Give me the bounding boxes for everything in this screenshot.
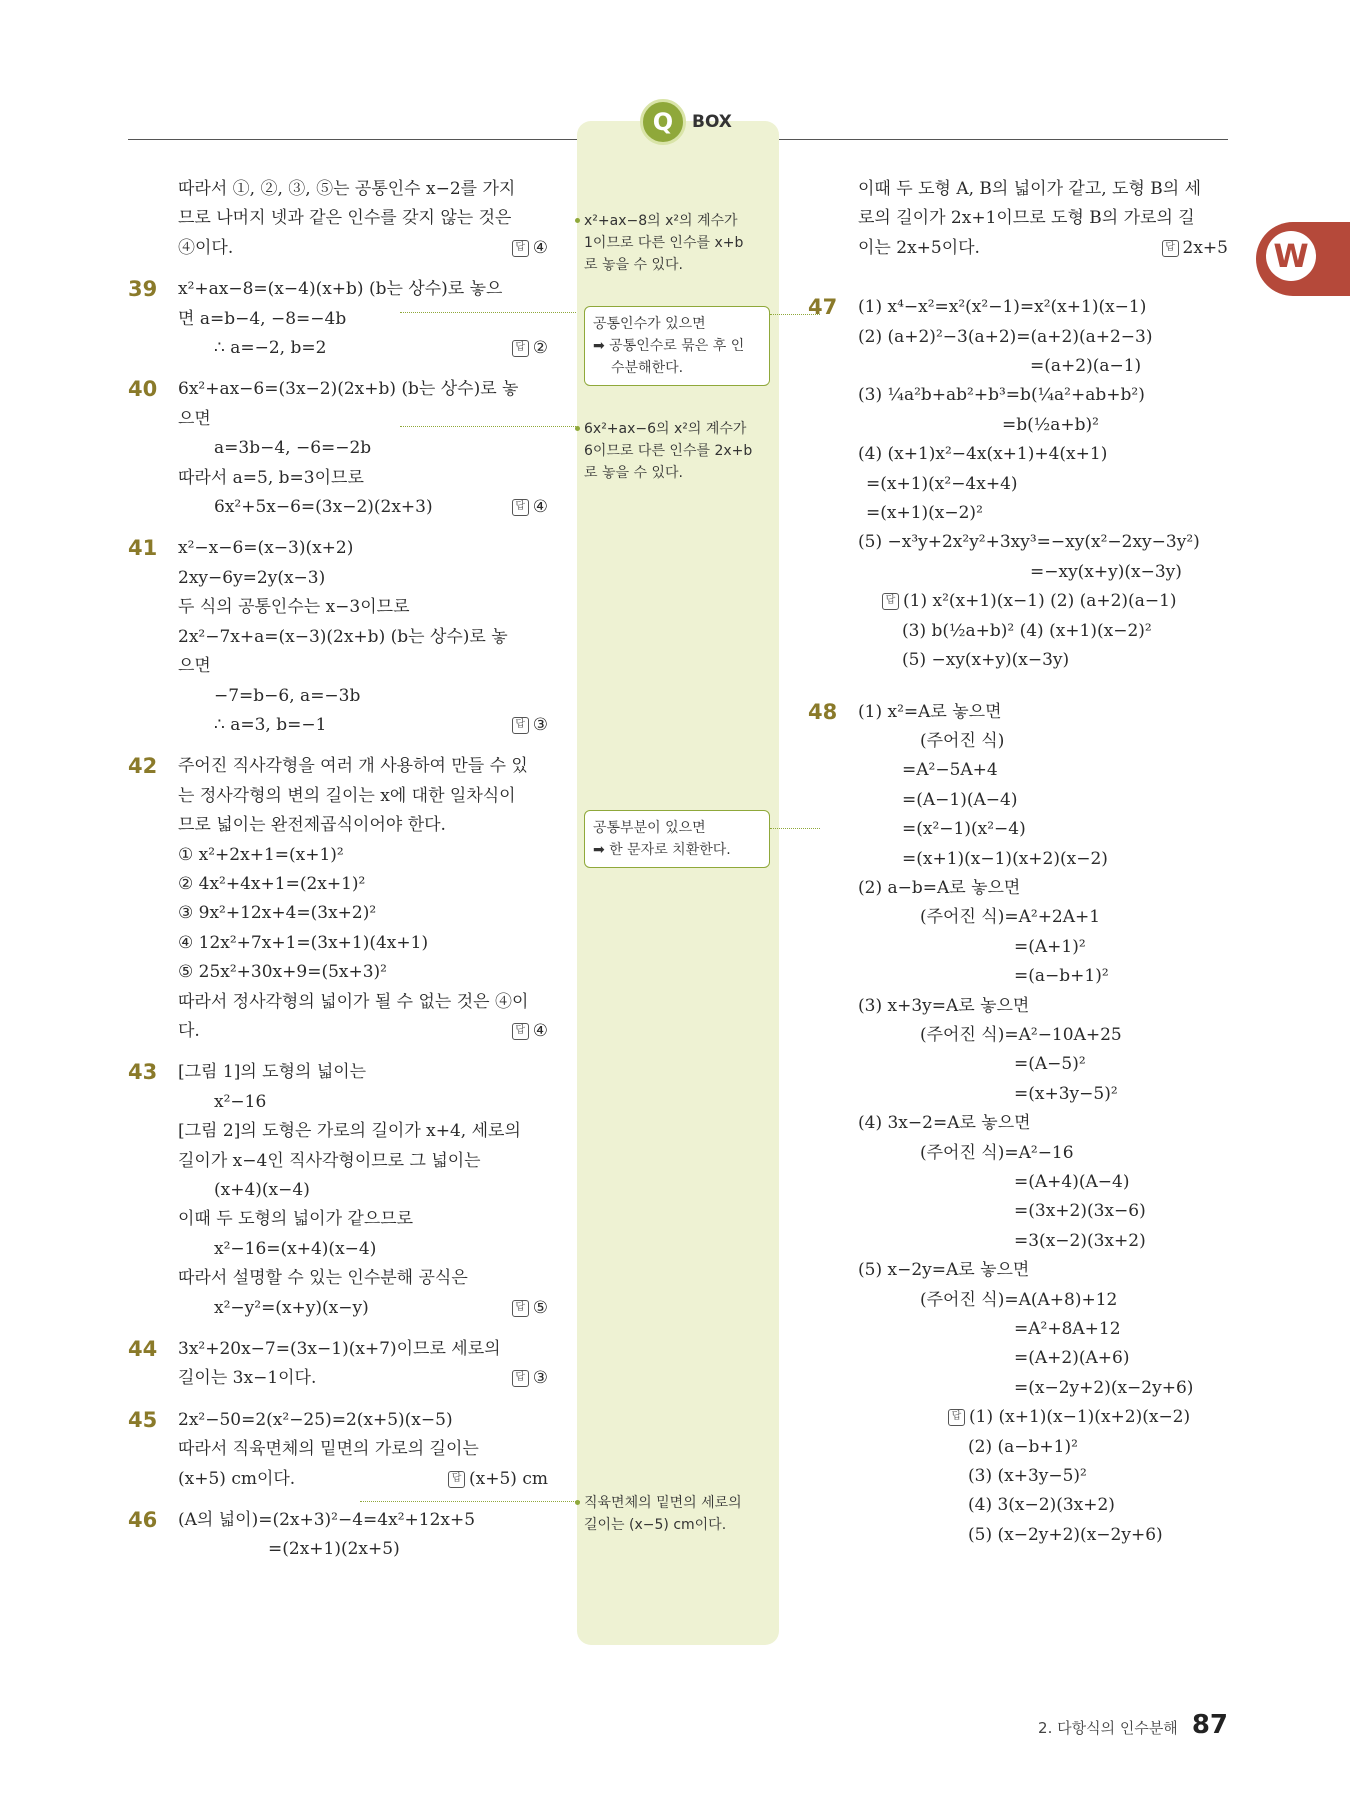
problem-43: 43 [그림 1]의 도형의 넓이는 x²−16 [그림 2]의 도형은 가로의 길이가 x+4, 세로의 길이가 x−4인 직사각형이므로 그 넓이는 (x+4)(x−4) 이때 두 도형의 넓이가 같으므로 x²−16=(x+4)(x−4) 따라서 설명할 수 있는 인수분해 공식은 x²−y²=(x+y)(x−y) 답 ⑤ [128, 1058, 548, 1323]
w-logo-icon: W [1266, 231, 1316, 281]
answer: 답 2x+5 [1162, 234, 1228, 263]
problem-40: 40 6x²+ax−6=(3x−2)(2x+b) (b는 상수)로 놓 으면 a=3b−4, −6=−2b 따라서 a=5, b=3이므로 6x²+5x−6=(3x−2)(2x+3) 답 ④ [128, 375, 548, 522]
right-column [808, 175, 1228, 1550]
answer-icon: 답 [882, 593, 899, 610]
right-intro: 이때 두 도형 A, B의 넓이가 같고, 도형 B의 세 로의 길이가 2x+1이므로 도형 B의 가로의 길 이는 2x+5이다. 답 2x+5 [808, 175, 1228, 263]
answer-icon: 답 [1162, 240, 1179, 257]
left-intro: 따라서 ①, ②, ③, ⑤는 공통인수 x−2를 가지 므로 나머지 넷과 같은 인수를 갖지 않는 것은 ④이다. 답 ④ [128, 175, 548, 263]
answer-icon: 답 [512, 240, 529, 257]
answer: 답 ③ [512, 1364, 548, 1393]
leader-line [360, 1501, 580, 1502]
problem-number: 47 [808, 295, 838, 320]
answer-icon: 답 [512, 340, 529, 357]
problem-number: 42 [128, 754, 158, 779]
qbox-tip-substitution: 공통부분이 있으면 ➡ 한 문자로 치환한다. [584, 810, 770, 868]
problem-number: 48 [808, 699, 838, 724]
answer-icon: 답 [512, 1023, 529, 1040]
qbox-header [640, 100, 732, 144]
answer-icon: 답 [512, 499, 529, 516]
problem-number: 43 [128, 1060, 158, 1085]
answer-icon: 답 [448, 1471, 465, 1488]
section-tab [1256, 222, 1350, 296]
problem-44: 44 3x²+20x−7=(3x−1)(x+7)이므로 세로의 길이는 3x−1이다. 답 ③ [128, 1335, 548, 1394]
answer-icon: 답 [512, 1370, 529, 1387]
problem-number: 41 [128, 536, 158, 561]
problem-number: 46 [128, 1508, 158, 1533]
answer: 답 ② [512, 334, 548, 363]
answer: 답 ③ [512, 711, 548, 740]
answer-icon: 답 [512, 1300, 529, 1317]
problem-39: 39 x²+ax−8=(x−4)(x+b) (b는 상수)로 놓으 면 a=b−4, −8=−4b ∴ a=−2, b=2 답 ② [128, 275, 548, 363]
answer-icon: 답 [512, 717, 529, 734]
answer: 답 ⑤ [512, 1294, 548, 1323]
qbox-note-45: 직육면체의 밑면의 세로의 길이는 (x−5) cm이다. [584, 1492, 772, 1536]
left-column [128, 175, 548, 1565]
page-number: 87 [1191, 1710, 1228, 1740]
problem-number: 45 [128, 1407, 158, 1432]
box-label: BOX [692, 112, 732, 132]
answer: 답 (1) (x+1)(x−1)(x+2)(x−2) (2) (a−b+1)² (3) (x+3y−5)² (4) 3(x−2)(3x+2) (5) (x−2y+2)(x−2y+6) [858, 1403, 1228, 1550]
answer: 답 ④ [512, 1017, 548, 1046]
problem-number: 39 [128, 277, 158, 302]
answer: 답 ④ [512, 234, 548, 263]
answer: 답 (1) x²(x+1)(x−1) (2) (a+2)(a−1) (3) b(½a+b)² (4) (x+1)(x−2)² (5) −xy(x+y)(x−3y) [858, 587, 1228, 675]
qbox-note-39: x²+ax−8의 x²의 계수가 1이므로 다른 인수를 x+b 로 놓을 수 있다. [584, 210, 772, 276]
page-footer [1038, 1710, 1228, 1740]
answer: 답 ④ [512, 493, 548, 522]
bullet-icon [575, 218, 580, 223]
leader-line [400, 426, 576, 427]
problem-42: 42 주어진 직사각형을 여러 개 사용하여 만들 수 있 는 정사각형의 변의 길이는 x에 대한 일차식이 므로 넓이는 완전제곱식이어야 한다. ① x²+2x+1=(x+1)² ② 4x²+4x+1=(2x+1)² ③ 9x²+12x+4=(3x+2)² ④ 12x²+7x+1=(3x+1)(4x+1) ⑤ 25x²+30x+9=(5x+3)² 따라서 정사각형의 넓이가 될 수 없는 것은 ④이 다. 답 ④ [128, 752, 548, 1046]
chapter-title: 2. 다항식의 인수분해 [1038, 1719, 1178, 1737]
problem-number: 44 [128, 1337, 158, 1362]
problem-45: 45 2x²−50=2(x²−25)=2(x+5)(x−5) 따라서 직육면체의 밑면의 가로의 길이는 (x+5) cm이다. 답 (x+5) cm [128, 1406, 548, 1494]
answer-icon: 답 [948, 1409, 965, 1426]
leader-line [400, 312, 576, 313]
answer: 답 (x+5) cm [448, 1465, 548, 1494]
problem-46: 46 (A의 넓이)=(2x+3)²−4=4x²+12x+5 =(2x+1)(2x+5) [128, 1508, 476, 1560]
qbox-note-40: 6x²+ax−6의 x²의 계수가 6이므로 다른 인수를 2x+b 로 놓을 수 있다. [584, 418, 772, 484]
problem-48: 48 (1) x²=A로 놓으면 (주어진 식) =A²−5A+4 =(A−1)(A−4) =(x²−1)(x²−4) =(x+1)(x−1)(x+2)(x−2) (2) a−b=A로 놓으면 (주어진 식)=A²+2A+1 =(A+1)² =(a−b+1)² (3) x+3y=A로 놓으면 (주어진 식)=A²−10A+25 =(A−5)² =(x+3y−5)² (4) 3x−2=A로 놓으면 (주어진 식)=A²−16 =(A+4)(A−4) =(3x+2)(3x−6) =3(x−2)(3x+2) (5) x−2y=A로 놓으면 (주어진 식)=A(A+8)+12 =A²+8A+12 =(A+2)(A+6) =(x−2y+2)(x−2y+6) 답 (1) (x+1)(x−1)(x+2)(x−2) (2) (a−b+1)² (3) (x+3y−5)² (4) 3(x−2)(3x+2) (5) (x−2y+2)(x−2y+6) [808, 698, 1228, 1551]
problem-41: 41 x²−x−6=(x−3)(x+2) 2xy−6y=2y(x−3) 두 식의 공통인수는 x−3이므로 2x²−7x+a=(x−3)(2x+b) (b는 상수)로 놓 으면 −7=b−6, a=−3b ∴ a=3, b=−1 답 ③ [128, 534, 548, 740]
qbox-tip-common-factor: 공통인수가 있으면 ➡ 공통인수로 묶은 후 인 수분해한다. [584, 306, 770, 386]
problem-number: 40 [128, 377, 158, 402]
problem-47: 47 (1) x⁴−x²=x²(x²−1)=x²(x+1)(x−1) (2) (a+2)²−3(a+2)=(a+2)(a+2−3) =(a+2)(a−1) (3) ¼a²b+ab²+b³=b(¼a²+ab+b²) =b(½a+b)² (4) (x+1)x²−4x(x+1)+4(x+1) =(x+1)(x²−4x+4) =(x+1)(x−2)² (5) −x³y+2x²y²+3xy³=−xy(x²−2xy−3y²) =−xy(x+y)(x−3y) 답 (1) x²(x+1)(x−1) (2) (a+2)(a−1) (3) b(½a+b)² (4) (x+1)(x−2)² (5) −xy(x+y)(x−3y) [808, 293, 1228, 675]
q-badge-icon: Q [640, 99, 686, 145]
